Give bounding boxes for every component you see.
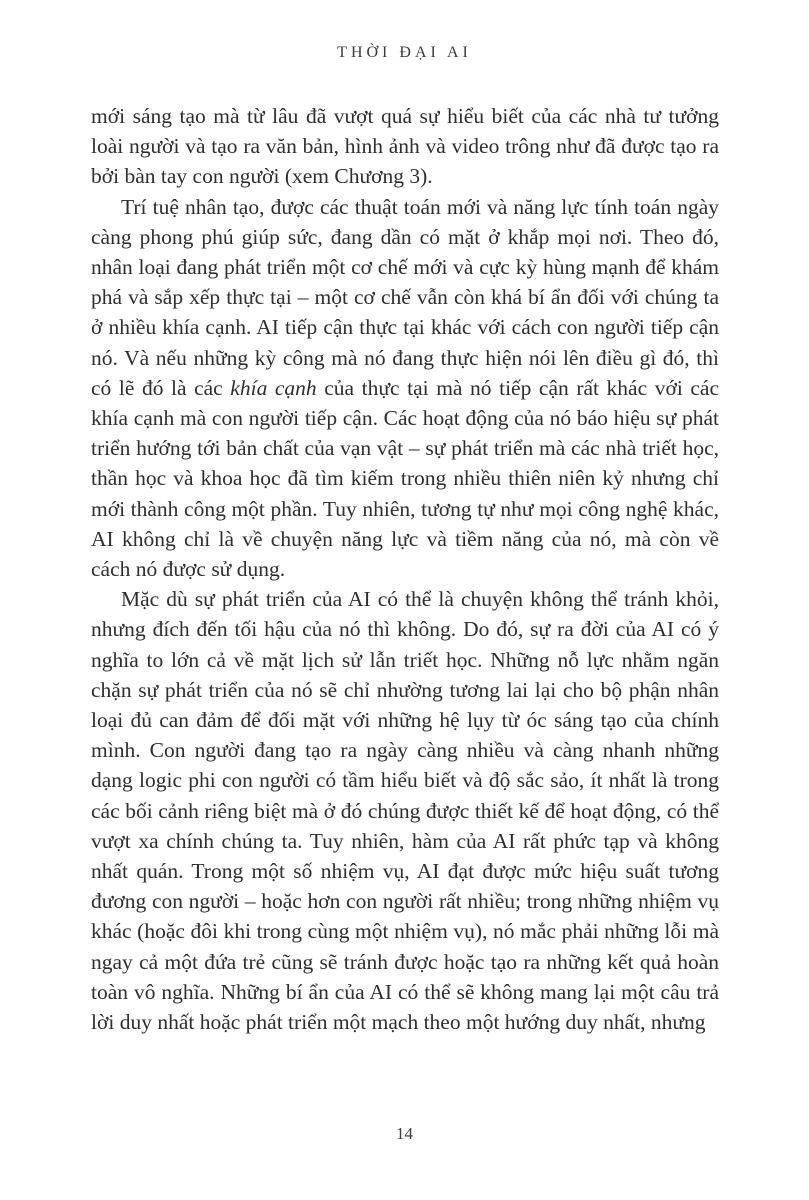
paragraph — [91, 584, 719, 1037]
body-text — [91, 101, 719, 1037]
paragraph — [91, 101, 719, 192]
text-run: mới sáng tạo mà từ lâu đã vượt quá sự hiểu biết của các nhà tư tưởng loài người và tạo ra văn bản, hình ảnh và video trông như đã được tạo ra bởi bàn tay con người (xem Chương 3). — [91, 104, 719, 189]
text-run: Trí tuệ nhân tạo, được các thuật toán mới và năng lực tính toán ngày càng phong phú giúp sức, đang dần có mặt ở khắp mọi nơi. Theo đó, nhân loại đang phát triển một cơ chế mới và cực kỳ hùng mạnh để khám phá và sắp xếp thực tại – một cơ chế vẫn còn khá bí ẩn đối với chúng ta ở nhiều khía cạnh. AI tiếp cận thực tại khác với cách con người tiếp cận nó. Và nếu những kỳ công mà nó đang thực hiện nói lên điều gì đó, thì có lẽ đó là các — [91, 194, 719, 400]
running-header: THỜI ĐẠI AI — [337, 44, 472, 61]
text-run: của thực tại mà nó tiếp cận rất khác với các khía cạnh mà con người tiếp cận. Các hoạt động của nó báo hiệu sự phát triển hướng tới bản chất của vạn vật – sự phát triển mà các nhà triết học, thần học và khoa học đã tìm kiếm trong nhiều thiên niên kỷ nhưng chỉ mới thành công một phần. Tuy nhiên, tương tự như mọi công nghệ khác, AI không chỉ là về chuyện năng lực và tiềm năng của nó, mà còn về cách nó được sử dụng. — [91, 375, 720, 582]
italic-text-run: khía cạnh — [230, 375, 317, 400]
page-number: 14 — [396, 1124, 413, 1143]
text-run: Mặc dù sự phát triển của AI có thể là chuyện không thể tránh khỏi, nhưng đích đến tối hậu của nó thì không. Do đó, sự ra đời của AI có ý nghĩa to lớn cả về mặt lịch sử lẫn triết học. Những nỗ lực nhằm ngăn chặn sự phát triển của nó sẽ chỉ nhường tương lai lại cho bộ phận nhân loại đủ can đảm để đối mặt với những hệ lụy từ óc sáng tạo của chính mình. Con người đang tạo ra ngày càng nhiều và càng nhanh những dạng logic phi con người có tầm hiểu biết và độ sắc sảo, ít nhất là trong các bối cảnh riêng biệt mà ở đó chúng được thiết kế để hoạt động, có thể vượt xa chính chúng ta. Tuy nhiên, hàm của AI rất phức tạp và không nhất quán. Trong một số nhiệm vụ, AI đạt được mức hiệu suất tương đương con người – hoặc hơn con người rất nhiều; trong những nhiệm vụ khác (hoặc đôi khi trong cùng một nhiệm vụ), nó mắc phải những lỗi mà ngay cả một đứa trẻ cũng sẽ tránh được hoặc tạo ra những kết quả hoàn toàn vô nghĩa. Những bí ẩn của AI có thể sẽ không mang lại một câu trả lời duy nhất hoặc phát triển một mạch theo một hướng duy nhất, nhưng — [91, 587, 719, 1035]
paragraph — [91, 192, 719, 585]
